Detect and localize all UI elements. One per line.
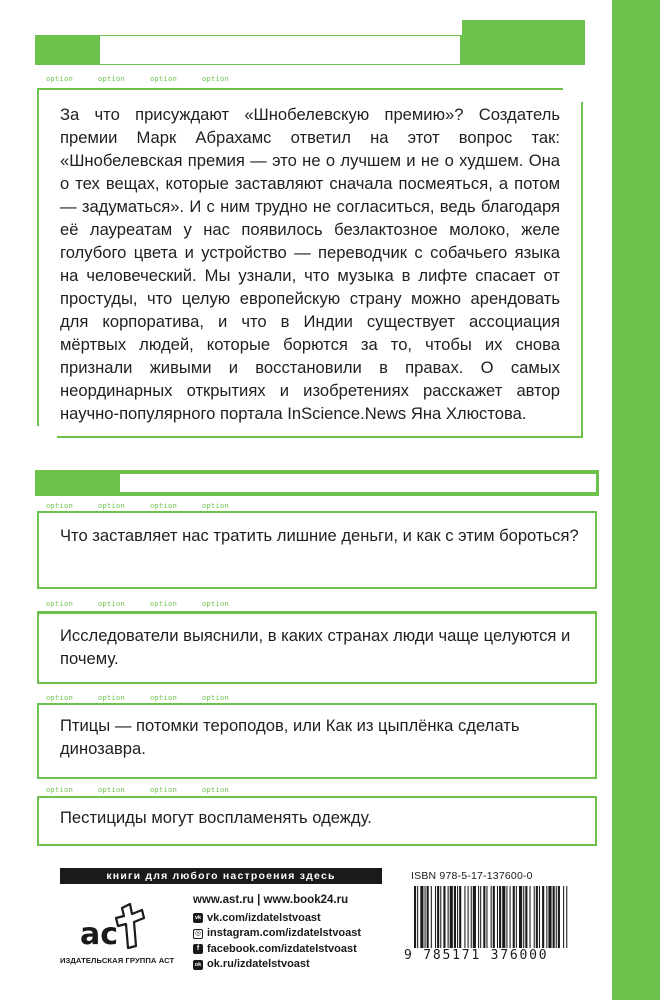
titlebar-square	[36, 36, 64, 64]
option-label: option	[150, 75, 178, 83]
option-label: option	[150, 786, 178, 794]
barcode-bar	[523, 886, 524, 948]
barcode-bar	[546, 886, 547, 948]
barcode-bar	[556, 886, 557, 948]
fact-text: Пестициды могут воспламенять одежду.	[60, 808, 372, 827]
publisher-links	[193, 893, 361, 973]
ast-logo	[78, 900, 158, 952]
facebook-icon: f	[193, 944, 203, 954]
instagram-icon: ◎	[194, 929, 202, 937]
barcode-bar	[431, 886, 432, 948]
barcode-bar	[425, 886, 426, 948]
option-label: option	[150, 600, 178, 608]
barcode-bar	[566, 886, 567, 948]
social-link-text: ok.ru/izdatelstvoast	[207, 958, 310, 970]
barcode-bar	[457, 886, 458, 948]
social-link-instagram[interactable]	[193, 926, 361, 942]
option-row	[46, 75, 254, 83]
publisher-sites[interactable]: www.ast.ru | www.book24.ru	[193, 894, 349, 906]
vk-icon: vk	[194, 915, 202, 922]
frame-notch	[37, 426, 57, 440]
option-label: option	[202, 600, 230, 608]
option-label: option	[150, 694, 178, 702]
barcode-bar	[435, 886, 436, 948]
barcode-bar	[519, 886, 522, 948]
titlebar-square	[94, 474, 116, 492]
option-row	[46, 502, 254, 510]
barcode-bar	[493, 886, 495, 948]
barcode-bar	[414, 886, 416, 948]
fact-text: Исследователи выяснили, в каких странах люди чаще целуются и почему.	[60, 626, 571, 668]
social-link-text: vk.com/izdatelstvoast	[207, 911, 321, 924]
barcode-bar	[513, 886, 515, 948]
social-link-vk[interactable]	[193, 911, 361, 927]
fact-panel	[37, 511, 597, 589]
titlebar-gap	[120, 474, 596, 492]
fact-text: Что заставляет нас тратить лишние деньги, и как с этим бороться?	[60, 526, 579, 545]
option-label: option	[98, 694, 126, 702]
titlebar-square	[68, 36, 96, 64]
option-row	[46, 600, 254, 608]
barcode-bar	[491, 886, 492, 948]
social-link-text: instagram.com/izdatelstvoast	[207, 927, 362, 939]
barcode-bar	[420, 886, 423, 948]
option-label: option	[202, 75, 230, 83]
logo-lettering: ac	[80, 917, 119, 952]
fact-text: Птицы — потомки тероподов, или Как из цыплёнка сделать динозавра.	[60, 716, 520, 758]
barcode-bar	[440, 886, 441, 948]
barcode-bar	[473, 886, 476, 948]
publisher-name: ИЗДАТЕЛЬСКАЯ ГРУППА АСТ	[60, 956, 175, 965]
barcode-bar	[417, 886, 418, 948]
option-label: option	[202, 786, 230, 794]
barcode-bar	[427, 886, 429, 948]
option-label: option	[98, 75, 126, 83]
barcode-bar	[502, 886, 505, 948]
barcode-bar	[558, 886, 560, 948]
option-label: option	[46, 600, 74, 608]
option-label: option	[98, 600, 126, 608]
social-link-ok[interactable]	[193, 957, 361, 973]
barcode-bar	[510, 886, 511, 948]
barcode-bar	[499, 886, 501, 948]
titlebar-tab	[462, 20, 585, 38]
option-label: option	[46, 694, 74, 702]
barcode-bar	[478, 886, 479, 948]
barcode-number: 9 785171 376000	[404, 948, 549, 963]
option-label: option	[46, 75, 74, 83]
barcode-bar	[548, 886, 551, 948]
barcode-bar	[443, 886, 445, 948]
barcode-bar	[553, 886, 555, 948]
barcode-bar	[437, 886, 439, 948]
titlebar-square	[38, 474, 60, 492]
barcode-bar	[471, 886, 472, 948]
isbn-label: ISBN 978-5-17-137600-0	[411, 870, 533, 882]
option-label: option	[98, 786, 126, 794]
ok-icon: ok	[194, 961, 202, 968]
barcode-bar	[516, 886, 517, 948]
option-label: option	[46, 502, 74, 510]
barcode-bar	[563, 886, 564, 948]
barcode-bar	[480, 886, 481, 948]
barcode-bar	[525, 886, 527, 948]
barcode-bar	[506, 886, 507, 948]
slogan-banner: книги для любого настроения здесь	[60, 868, 382, 884]
option-label: option	[202, 502, 230, 510]
barcode-bar	[530, 886, 531, 948]
option-label: option	[98, 502, 126, 510]
description-text: За что присуждают «Шнобелевскую премию»? Создатель премии Марк Абрахамс ответил на этот вопрос так: «Шнобелевская премия — это не о лучшем и не о худшем. Она о тех вещах, которые заставляют сначала посмеяться, а потом — задуматься». И с ним трудно не согласиться, ведь благодаря её лауреатам у нас появилось безлактозное молоко, желе голубого цвета и устройство — переводчик с собачьего языка на человеческий. Мы узнали, что музыка в лифте спасает от простуды, что целую европейскую страну можно арендовать для корпоратива, и что в Индии существует ассоциация мёртвых людей, которые борются за то, чтобы их снова признали живыми и восстановили в правах. О самых неординарных открытиях и изобретениях расскажет автор научно-популярного портала InScience.News Яна Хлюстова.	[60, 105, 560, 423]
option-label: option	[46, 786, 74, 794]
barcode-bar	[486, 886, 487, 948]
barcode-bar	[536, 886, 538, 948]
barcode	[412, 886, 570, 948]
barcode-bar	[459, 886, 461, 948]
titlebar-square	[66, 474, 88, 492]
titlebar-gap	[100, 36, 460, 64]
option-row	[46, 694, 254, 702]
barcode-bar	[450, 886, 453, 948]
barcode-bar	[464, 886, 465, 948]
barcode-bar	[454, 886, 456, 948]
barcode-bar	[539, 886, 540, 948]
option-label: option	[202, 694, 230, 702]
social-link-facebook[interactable]	[193, 942, 361, 958]
barcode-bar	[448, 886, 449, 948]
right-accent-bar	[612, 0, 660, 1000]
option-label: option	[150, 502, 178, 510]
barcode-bar	[542, 886, 544, 948]
frame-notch	[563, 88, 585, 102]
barcode-bar	[534, 886, 535, 948]
barcode-bar	[483, 886, 485, 948]
option-row	[46, 786, 254, 794]
barcode-bar	[468, 886, 469, 948]
barcode-bar	[497, 886, 498, 948]
social-link-text: facebook.com/izdatelstvoast	[207, 942, 357, 955]
